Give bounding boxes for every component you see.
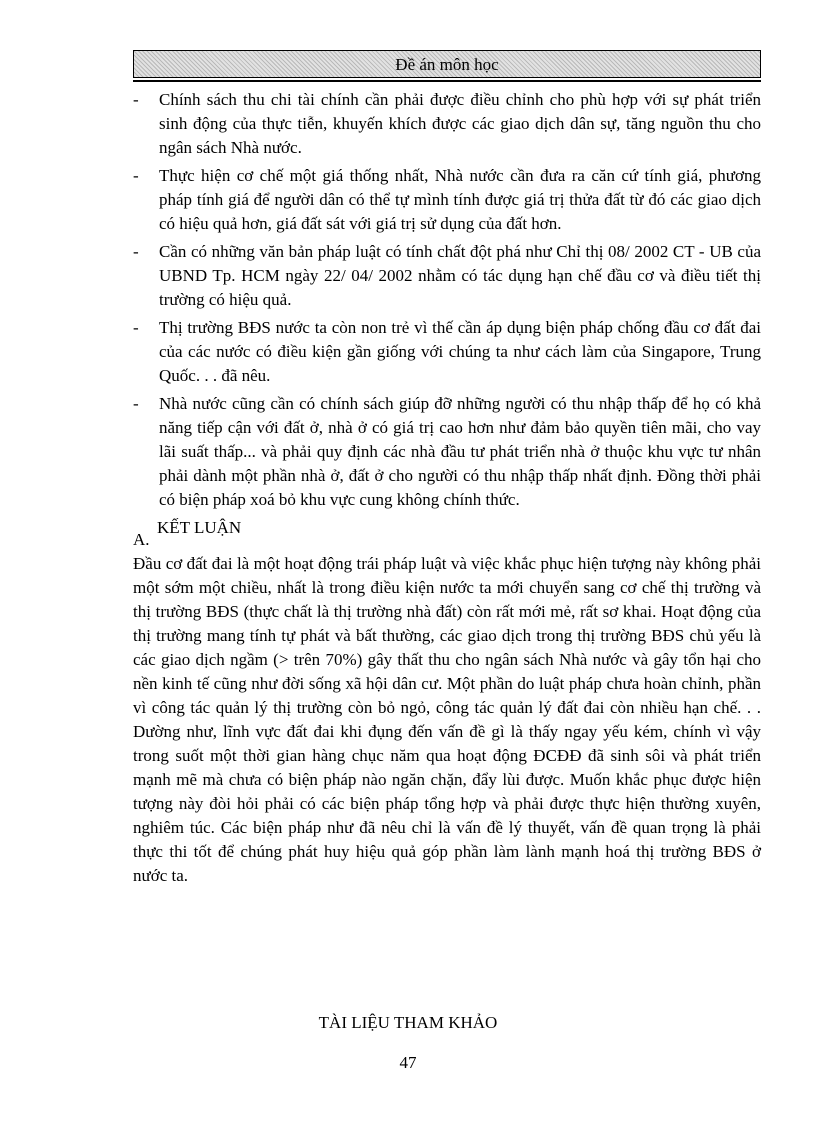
- bullet-dash: -: [133, 318, 139, 337]
- section-number: A.: [133, 530, 150, 549]
- recommendation-list: [133, 88, 761, 516]
- bullet-dash: -: [133, 166, 139, 185]
- header-title: Đề án môn học: [395, 54, 499, 74]
- list-item: [133, 164, 761, 236]
- bullet-dash: -: [133, 394, 139, 413]
- references-heading: TÀI LIỆU THAM KHẢO: [318, 1013, 498, 1032]
- list-item-text: Nhà nước cũng cần có chính sách giúp đỡ những người có thu nhập thấp để họ có khả năng tiếp cận với đất ở, nhà ở có giá trị cao hơn như đảm bảo quyền tiên mãi, cho vay lãi suất thấp... và phải quy định các nhà đầu tư phát triển nhà ở thuộc khu vực tư nhân phải dành một phần nhà ở, đất ở cho người có thu nhập thấp nhất định. Đồng thời phải có biện pháp xoá bỏ khu vực cung không chính thức.: [159, 394, 761, 509]
- page-header: [133, 50, 761, 78]
- bullet-dash: -: [133, 90, 139, 109]
- list-item-text: Cần có những văn bản pháp luật có tính chất đột phá như Chỉ thị 08/ 2002 CT - UB của UBND Tp. HCM ngày 22/ 04/ 2002 nhằm có tác dụng hạn chế đầu cơ và điều tiết thị trường có hiệu quả.: [159, 242, 761, 309]
- list-item: [133, 316, 761, 388]
- page-number: 47: [399, 1053, 417, 1072]
- list-item-text: Chính sách thu chi tài chính cần phải được điều chỉnh cho phù hợp với sự phát triển sinh động của thực tiễn, khuyến khích được các giao dịch dân sự, tăng nguồn thu cho ngân sách Nhà nước.: [159, 90, 761, 157]
- list-item: [133, 392, 761, 512]
- list-item: [133, 240, 761, 312]
- conclusion-paragraph: Đầu cơ đất đai là một hoạt động trái pháp luật và việc khắc phục hiện tượng này không phải một sớm một chiều, nhất là trong điều kiện nước ta mới chuyển sang cơ chế thị trường và thị trường BĐS (thực chất là thị trường nhà đất) còn rất mới mẻ, rất sơ khai. Hoạt động của thị trường mang tính tự phát và bất thường, các giao dịch trong thị trường BĐS chủ yếu là các giao dịch ngầm (> trên 70%) gây thất thu cho ngân sách Nhà nước và gây tổn hại cho nền kinh tế cũng như đời sống xã hội dân cư. Một phần do luật pháp chưa hoàn chỉnh, phần vì công tác quản lý thị trường còn bỏ ngỏ, công tác quản lý đất đai còn nhiều hạn chế. . . Dường như, lĩnh vực đất đai khi đụng đến vấn đề gì là thấy ngay yếu kém, chính vì vậy trong suốt một thời gian hàng chục năm qua hoạt động ĐCĐĐ đã sinh sôi và phát triển mạnh mẽ mà chưa có biện pháp nào ngăn chặn, đẩy lùi được. Muốn khắc phục được hiện tượng này đòi hỏi phải có các biện pháp tổng hợp và phải được thực hiện thường xuyên, nghiêm túc. Các biện pháp như đã nêu chỉ là vấn đề lý thuyết, vấn đề quan trọng là phải thực thi tốt để chúng phát huy hiệu quả góp phần làm lành mạnh hoá thị trường BĐS ở nước ta.: [133, 554, 761, 885]
- list-item-text: Thực hiện cơ chế một giá thống nhất, Nhà nước cần đưa ra căn cứ tính giá, phương pháp tính giá để người dân có thể tự mình tính được giá trị thửa đất từ đó các giao dịch có hiệu quả hơn, giá đất sát với giá trị sử dụng của đất hơn.: [159, 166, 761, 233]
- bullet-dash: -: [133, 242, 139, 261]
- list-item: [133, 88, 761, 160]
- section-title: KẾT LUẬN: [157, 518, 242, 537]
- list-item-text: Thị trường BĐS nước ta còn non trẻ vì thế cần áp dụng biện pháp chống đầu cơ đất đai của các nước có điều kiện gần giống với chúng ta như cách làm của Singapore, Trung Quốc. . . đã nêu.: [159, 318, 761, 385]
